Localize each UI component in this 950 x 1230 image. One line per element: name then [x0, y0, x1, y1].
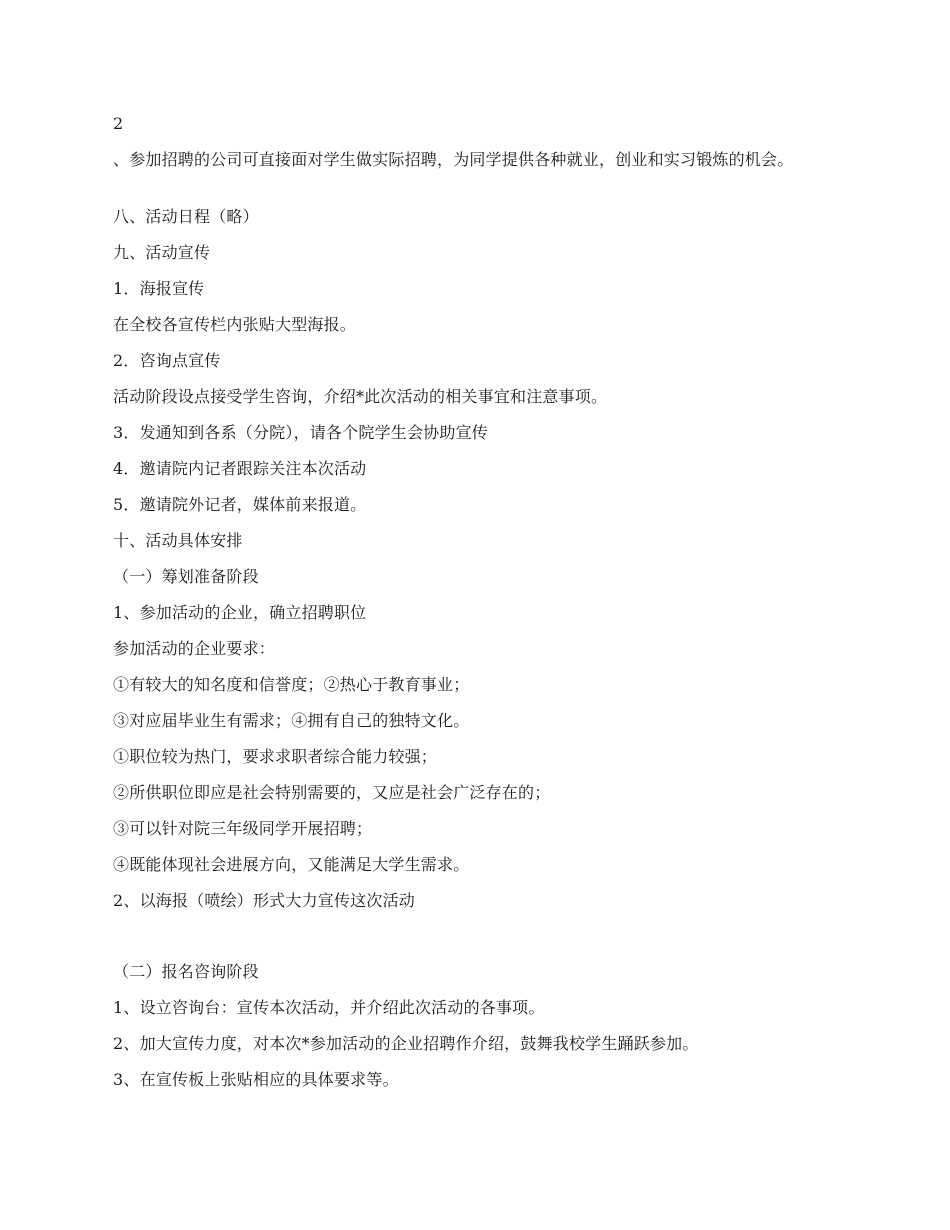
requirement-line-5: ③可以针对院三年级同学开展招聘；	[113, 819, 373, 838]
subsection-heading-registration: （二）报名咨询阶段	[113, 962, 259, 981]
paragraph-company-requirements: 参加活动的企业要求：	[113, 639, 276, 658]
list-item-poster-campaign: 2、以海报（喷绘）形式大力宣传这次活动	[113, 891, 415, 910]
list-item-notice: 3．发通知到各系（分院），请各个院学生会协助宣传	[113, 423, 488, 442]
requirement-line-4: ②所供职位即应是社会特别需要的，又应是社会广泛存在的；	[113, 783, 551, 802]
list-item-consult-desk: 1、设立咨询台：宣传本次活动，并介绍此次活动的各事项。	[113, 998, 545, 1017]
section-heading-arrangement: 十、活动具体安排	[113, 531, 243, 550]
requirement-line-1: ①有较大的知名度和信誉度；②热心于教育事业；	[113, 675, 470, 694]
list-item-poster: 1．海报宣传	[113, 279, 205, 298]
list-item-companies: 1、参加活动的企业，确立招聘职位	[113, 603, 367, 622]
paragraph-consult-point: 活动阶段设点接受学生咨询，介绍*此次活动的相关事宜和注意事项。	[113, 387, 608, 406]
list-item-publicity: 2、加大宣传力度，对本次*参加活动的企业招聘作介绍，鼓舞我校学生踊跃参加。	[113, 1034, 699, 1053]
paragraph-poster: 在全校各宣传栏内张贴大型海报。	[113, 315, 357, 334]
paragraph-recruitment: 、参加招聘的公司可直接面对学生做实际招聘，为同学提供各种就业，创业和实习锻炼的机会。	[113, 150, 794, 169]
list-item-internal-reporters: 4．邀请院内记者跟踪关注本次活动	[113, 459, 367, 478]
requirement-line-6: ④既能体现社会进展方向，又能满足大学生需求。	[113, 855, 470, 874]
section-heading-promotion: 九、活动宣传	[113, 243, 211, 262]
section-heading-schedule: 八、活动日程（略）	[113, 207, 259, 226]
page-number: 2	[113, 114, 124, 133]
subsection-heading-planning: （一）筹划准备阶段	[113, 567, 259, 586]
list-item-external-reporters: 5．邀请院外记者，媒体前来报道。	[113, 495, 367, 514]
list-item-consult-point: 2．咨询点宣传	[113, 351, 221, 370]
list-item-bulletin-board: 3、在宣传板上张贴相应的具体要求等。	[113, 1070, 399, 1089]
requirement-line-3: ①职位较为热门，要求求职者综合能力较强；	[113, 747, 438, 766]
requirement-line-2: ③对应届毕业生有需求；④拥有自己的独特文化。	[113, 711, 470, 730]
